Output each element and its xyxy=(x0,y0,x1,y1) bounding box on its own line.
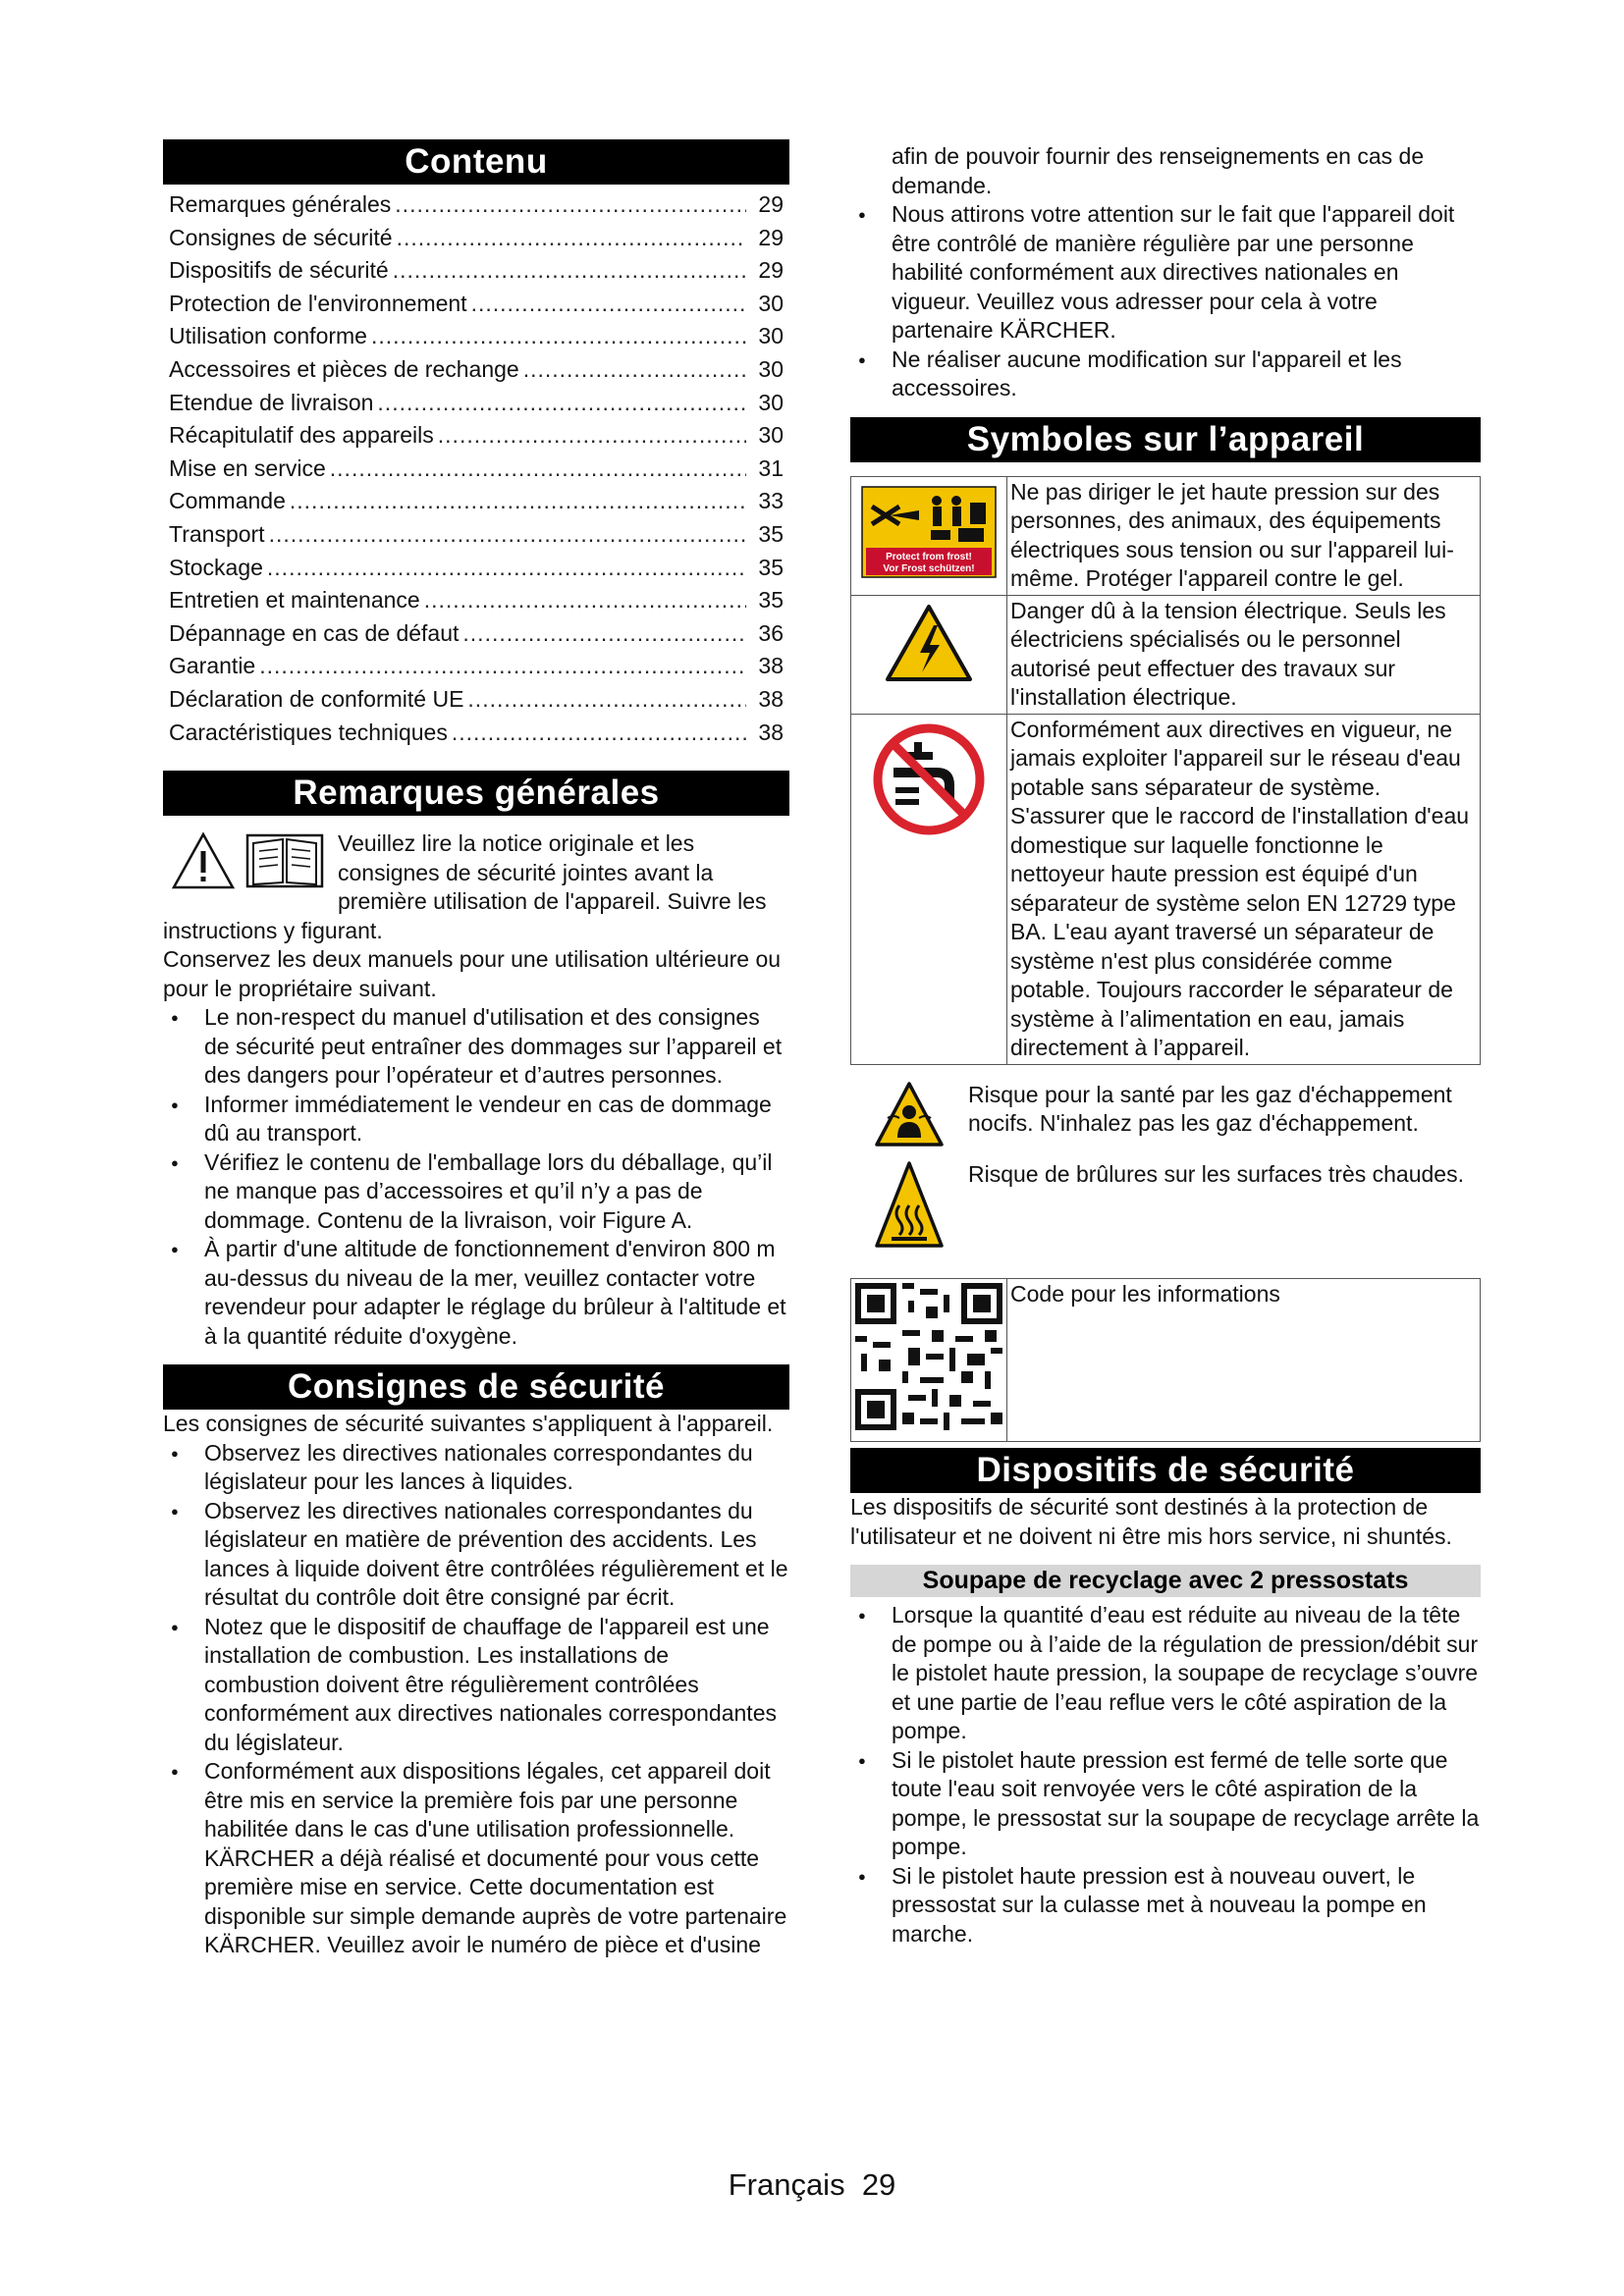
list-item: ● À partir d'une altitude de fonctionnement d'environ 800 m au-dessus du niveau de la mer, veuillez contacter votre revendeur pour adapter le réglage du brûleur à l'altitude et à la quantité réduite d'oxygène. xyxy=(163,1235,789,1351)
devices-bullets xyxy=(850,1601,1481,1949)
devices-subtitle: Soupape de recyclage avec 2 pressostats xyxy=(850,1565,1481,1597)
toc-item[interactable]: Déclaration de conformité UE ..... 38 xyxy=(169,683,784,717)
list-item: ● Observez les directives nationales correspondantes du législateur pour les lances à liquides. xyxy=(163,1439,789,1497)
symbol-cell xyxy=(850,1160,968,1256)
toc-item[interactable]: Remarques générales ..... 29 xyxy=(169,188,784,222)
symbol-cell xyxy=(851,595,1007,714)
list-item: ● Nous attirons votre attention sur le fait que l'appareil doit être contrôlé de manière régulière par une personne habilité conformément aux directives nationales en vigueur. Veuillez vous adresser pour cela à votre partenaire KÄRCHER. xyxy=(850,200,1481,346)
qr-text: Code pour les informations xyxy=(1007,1278,1481,1442)
toc-item[interactable]: Utilisation conforme ..... 30 xyxy=(169,320,784,353)
exhaust-warning xyxy=(850,1081,1481,1155)
frost-label-en: Protect from frost! xyxy=(886,551,972,562)
symbol-text: Danger dû à la tension électrique. Seuls les électriciens spécialisés ou le personnel autorisé peut effectuer des travaux sur l'installation électrique. xyxy=(1007,595,1481,714)
toc-item[interactable]: Etendue de livraison ..... 30 xyxy=(169,387,784,420)
toc-item[interactable]: Garantie ..... 38 xyxy=(169,650,784,683)
devices-paragraph: Les dispositifs de sécurité sont destinés à la protection de l'utilisateur et ne doivent ni être mis hors service, ni shuntés. xyxy=(850,1494,1452,1549)
toc-item[interactable]: Accessoires et pièces de rechange ..... 30 xyxy=(169,353,784,387)
table-row xyxy=(851,476,1481,595)
general-intro xyxy=(163,829,789,945)
list-item: ● Informer immédiatement le vendeur en cas de dommage dû au transport. xyxy=(163,1091,789,1148)
general-bullets xyxy=(163,1003,789,1351)
table-row xyxy=(851,595,1481,714)
split-bullet-continuation xyxy=(850,142,1518,200)
intro-icons xyxy=(171,831,324,890)
footer-page-number: 29 xyxy=(861,2167,896,2202)
left-column xyxy=(163,139,789,1960)
list-item: ● Si le pistolet haute pression est à nouveau ouvert, le pressostat sur la culasse met à nouveau la pompe en marche. xyxy=(850,1862,1481,1949)
symbol-text: Ne pas diriger le jet haute pression sur des personnes, des animaux, des équipements électriques sous tension ou sur l'appareil lui-même. Protéger l'appareil contre le gel. xyxy=(1007,476,1481,595)
general-paragraph: Conservez les deux manuels pour une utilisation ultérieure ou pour le propriétaire suivant. xyxy=(163,946,782,1001)
list-item: ● Lorsque la quantité d’eau est réduite au niveau de la tête de pompe ou à l’aide de la régulation de pression/débit sur le pistolet haute pression, la soupape de recyclage s’ouvre et une partie de l’eau reflue vers le côté aspiration de la pompe. xyxy=(850,1601,1481,1746)
safety-bullets xyxy=(163,1439,789,1960)
hot-surface-warning xyxy=(850,1160,1481,1256)
split-bullet-text-continued: afin de pouvoir fournir des renseignements en cas de demande. xyxy=(892,143,1425,198)
page-footer xyxy=(0,2166,1624,2204)
warning-triangle-icon xyxy=(171,831,236,890)
table-of-contents xyxy=(163,188,789,749)
list-item: ● Le non-respect du manuel d'utilisation et des consignes de sécurité peut entraîner des dommages sur l’appareil et des dangers pour l’opérateur et d’autres personnes. xyxy=(163,1003,789,1091)
frost-label-de: Vor Frost schützen! xyxy=(883,562,975,574)
list-item xyxy=(163,1757,789,1960)
toc-item[interactable]: Protection de l'environnement ..... 30 xyxy=(169,288,784,321)
hot-surface-icon xyxy=(874,1160,945,1249)
no-spray-frost-icon xyxy=(860,485,998,579)
no-drinking-water-connection-icon xyxy=(872,722,986,836)
warning-text: Risque de brûlures sur les surfaces très chaudes. xyxy=(968,1161,1464,1187)
electrical-hazard-icon xyxy=(885,604,973,682)
right-column xyxy=(850,142,1481,1949)
toc-item[interactable]: Dispositifs de sécurité ..... 29 xyxy=(169,254,784,288)
toc-title: Contenu xyxy=(163,139,789,185)
toc-item[interactable]: Dépannage en cas de défaut ..... 36 xyxy=(169,617,784,651)
qr-cell[interactable] xyxy=(851,1278,1007,1442)
toc-item[interactable]: Consignes de sécurité ..... 29 xyxy=(169,222,784,255)
qr-table xyxy=(850,1278,1481,1443)
toc-item[interactable]: Stockage ..... 35 xyxy=(169,552,784,585)
symbol-cell xyxy=(850,1081,968,1155)
manual-book-icon xyxy=(245,831,324,890)
symbols-table xyxy=(850,476,1481,1065)
toc-item[interactable]: Mise en service ..... 31 xyxy=(169,453,784,486)
devices-title: Dispositifs de sécurité xyxy=(850,1448,1481,1493)
warning-text: Risque pour la santé par les gaz d'échappement nocifs. N'inhalez pas les gaz d'échappement. xyxy=(968,1081,1452,1136)
split-bullet-text: Conformément aux dispositions légales, cet appareil doit être mis en service la première fois par une personne habilitée dans le cas d'une utilisation professionnelle. KÄRCHER a déjà réalisé et documenté pour vous cette première mise en service. Cette documentation est disponible sur simple demande auprès de votre partenaire KÄRCHER. Veuillez avoir le numéro de pièce et d'usine xyxy=(204,1758,787,1958)
qr-code-icon[interactable] xyxy=(855,1283,1002,1430)
safety-paragraph: Les consignes de sécurité suivantes s'appliquent à l'appareil. xyxy=(163,1411,774,1437)
toc-item[interactable]: Caractéristiques techniques ..... 38 xyxy=(169,717,784,750)
exhaust-gas-hazard-icon xyxy=(874,1081,945,1148)
table-row xyxy=(851,714,1481,1064)
list-item: ● Vérifiez le contenu de l'emballage lors du déballage, qu’il ne manque pas d’accessoires et qu’il n’y a pas de dommage. Contenu de la livraison, voir Figure A. xyxy=(163,1148,789,1236)
intro-text: Veuillez lire la notice originale et les consignes de sécurité jointes avant la première utilisation de l'appareil. Suivre les instructions y figurant. xyxy=(163,830,767,943)
general-title: Remarques générales xyxy=(163,771,789,816)
list-item: ● Ne réaliser aucune modification sur l'appareil et les accessoires. xyxy=(850,346,1481,403)
list-item: ● Notez que le dispositif de chauffage de l'appareil est une installation de combustion. Les installations de combustion doivent être régulièrement contrôlées conformément aux directives nationales correspondantes du législateur. xyxy=(163,1613,789,1758)
footer-language: Français xyxy=(728,2167,845,2202)
toc-item[interactable]: Récapitulatif des appareils ..... 30 xyxy=(169,419,784,453)
safety-bullets-continued xyxy=(850,200,1481,403)
safety-title: Consignes de sécurité xyxy=(163,1364,789,1410)
symbol-cell xyxy=(851,714,1007,1064)
table-row xyxy=(851,1278,1481,1442)
toc-item[interactable]: Transport ..... 35 xyxy=(169,518,784,552)
toc-item[interactable]: Entretien et maintenance ..... 35 xyxy=(169,584,784,617)
symbol-cell xyxy=(851,476,1007,595)
toc-item[interactable]: Commande ..... 33 xyxy=(169,485,784,518)
symbols-title: Symboles sur l’appareil xyxy=(850,417,1481,462)
symbol-text: Conformément aux directives en vigueur, ne jamais exploiter l'appareil sur le réseau d'eau potable sans séparateur de système. S'assurer que le raccord de l'installation d'eau domestique sur laquelle fonctionne le nettoyeur haute pression est équipé d'un séparateur de système selon EN 12729 type BA. L'eau ayant traversé un séparateur de système n'est plus considérée comme potable. Toujours raccorder le séparateur de système à l’alimentation en eau, jamais directement à l’appareil. xyxy=(1007,714,1481,1064)
list-item: ● Observez les directives nationales correspondantes du législateur en matière de prévention des accidents. Les lances à liquide doivent être contrôlées régulièrement et le résultat du contrôle doit être consigné par écrit. xyxy=(163,1497,789,1613)
list-item: ● Si le pistolet haute pression est fermé de telle sorte que toute l'eau soit renvoyée vers le côté aspiration de la pompe, le pressostat sur la soupape de recyclage arrête la pompe. xyxy=(850,1746,1481,1862)
